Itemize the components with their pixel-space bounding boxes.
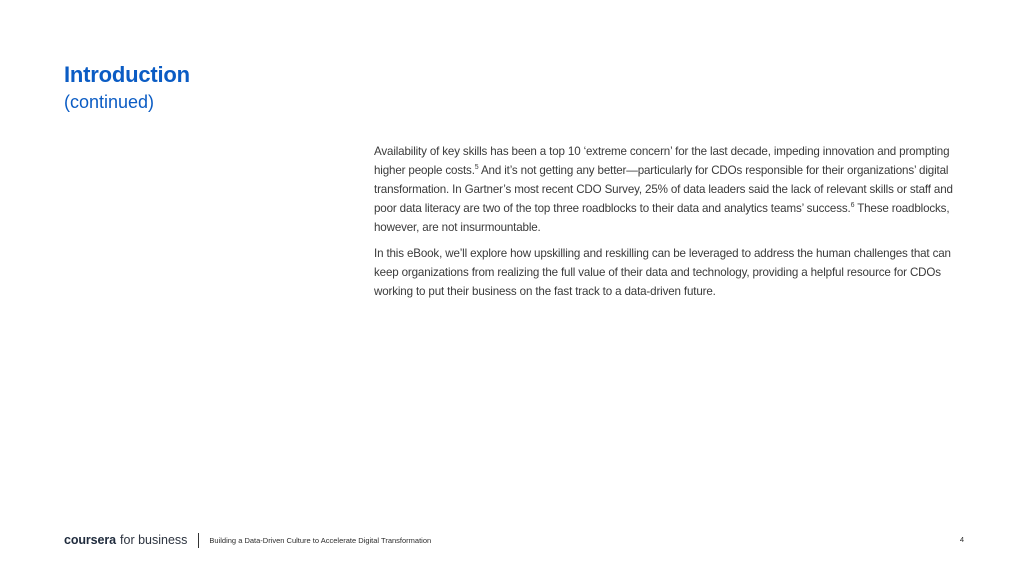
paragraph-1-part-b: And it’s not getting any better—particularly for CDOs responsible for their organizations’ digital transformation. In Gartner’s most recent CDO Survey, 25% of data leaders said the lack of relevant skills or staff and poor data literacy are two of the top three roadblocks to their data and analytics teams’ success. xyxy=(374,164,953,215)
logo-suffix: for business xyxy=(120,533,188,547)
footer-divider xyxy=(198,533,199,548)
footnote-ref-6: 6 xyxy=(850,202,855,210)
paragraph-2: In this eBook, we’ll explore how upskilling and reskilling can be leveraged to address the human challenges that can keep organizations from realizing the full value of their data and technology, providing a helpful resource for CDOs working to put their business on the fast track to a data-driven future. xyxy=(374,247,951,298)
paragraph-1-part-c: These roadblocks, however, are not insurmountable. xyxy=(374,202,950,234)
body-text xyxy=(374,142,964,308)
page-title: Introduction xyxy=(64,62,190,87)
footer xyxy=(64,532,431,548)
footnote-ref-5: 5 xyxy=(474,164,479,172)
paragraph-1-part-a: Availability of key skills has been a top 10 ‘extreme concern’ for the last decade, impeding innovation and prompting higher people costs. xyxy=(374,145,950,177)
paragraph-1 xyxy=(374,142,964,237)
page-subtitle: (continued) xyxy=(64,92,155,112)
logo-brand: coursera xyxy=(64,533,117,547)
page-number: 4 xyxy=(959,535,964,544)
footer-document-title: Building a Data-Driven Culture to Accelerate Digital Transformation xyxy=(209,535,432,545)
coursera-logo xyxy=(64,533,187,547)
